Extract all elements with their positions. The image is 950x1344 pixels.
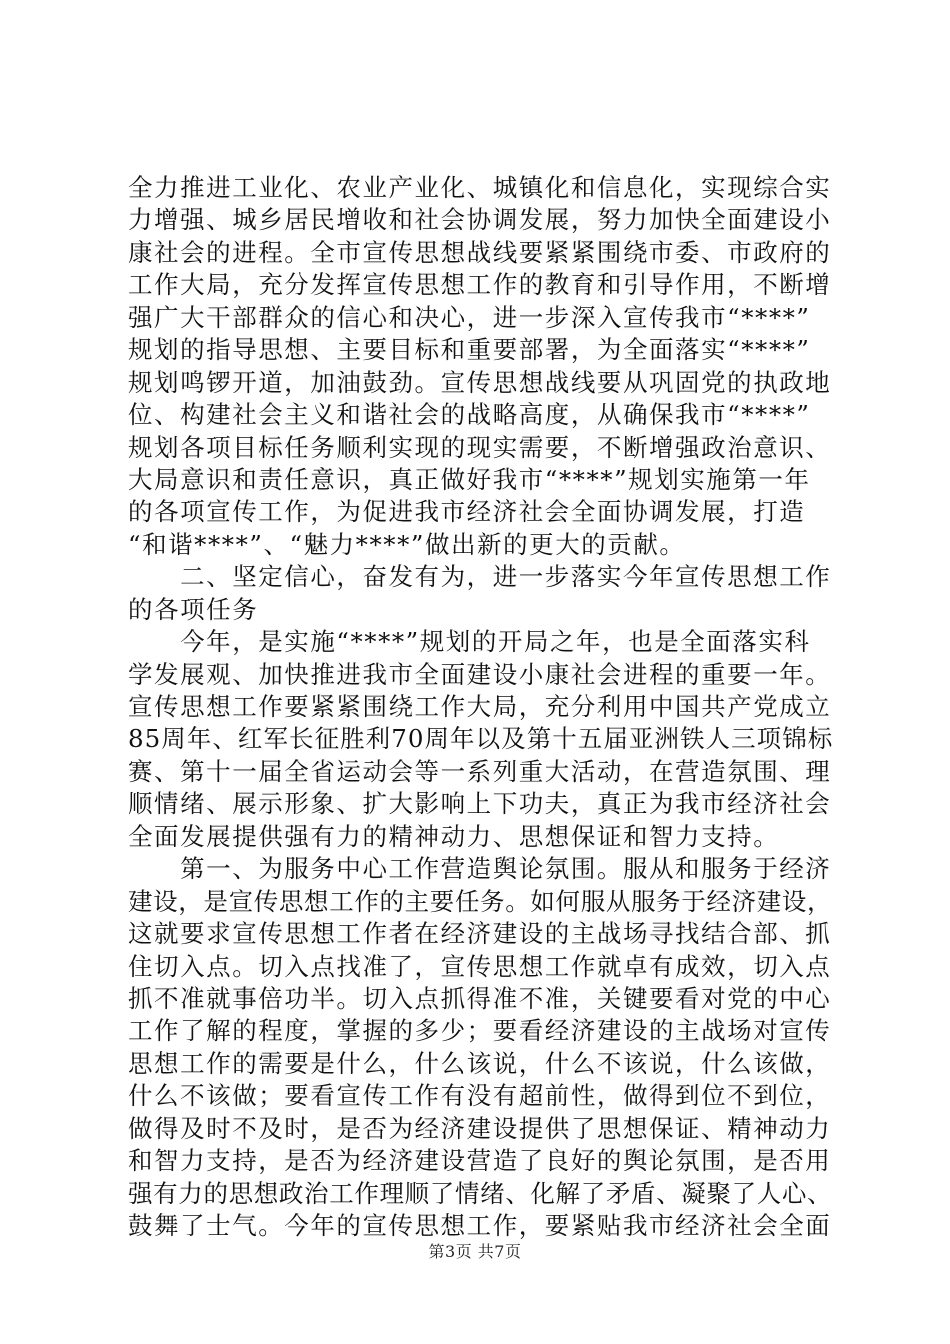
text-line: 力增强、城乡居民增收和社会协调发展，努力加快全面建设小 — [128, 205, 832, 235]
text-line: 这就要求宣传思想工作者在经济建设的主战场寻找结合部、抓 — [128, 919, 832, 949]
text-line: 做得及时不及时，是否为经济建设提供了思想保证、精神动力 — [128, 1113, 832, 1143]
text-line: 学发展观、加快推进我市全面建设小康社会进程的重要一年。 — [128, 659, 832, 689]
text-line: 的各项宣传工作，为促进我市经济社会全面协调发展，打造 — [128, 497, 806, 527]
text-line: 规划各项目标任务顺利实现的现实需要，不断增强政治意识、 — [128, 432, 832, 462]
text-line: 全面发展提供强有力的精神动力、思想保证和智力支持。 — [128, 821, 780, 851]
text-line: 赛、第十一届全省运动会等一系列重大活动，在营造氛围、理 — [128, 756, 832, 786]
text-line: 规划鸣锣开道，加油鼓劲。宣传思想战线要从巩固党的执政地 — [128, 367, 832, 397]
text-line: 的各项任务 — [128, 594, 259, 624]
document-body — [128, 172, 834, 1242]
text-line: “和谐****”、“魅力****”做出新的更大的贡献。 — [128, 529, 686, 559]
text-line: 全力推进工业化、农业产业化、城镇化和信息化，实现综合实 — [128, 173, 832, 202]
text-line: 什么不该做；要看宣传工作有没有超前性，做得到位不到位， — [128, 1081, 832, 1111]
text-line: 85周年、红军长征胜利70周年以及第十五届亚洲铁人三项锦标 — [128, 724, 834, 754]
text-line: 二、坚定信心，奋发有为，进一步落实今年宣传思想工作 — [128, 562, 832, 592]
text-line: 思想工作的需要是什么，什么该说，什么不该说，什么该做， — [128, 1048, 832, 1078]
text-line: 住切入点。切入点找准了，宣传思想工作就卓有成效，切入点 — [128, 951, 832, 981]
text-line: 强有力的思想政治工作理顺了情绪、化解了矛盾、凝聚了人心、 — [128, 1178, 833, 1208]
text-line: 顺情绪、展示形象、扩大影响上下功夫，真正为我市经济社会 — [128, 789, 832, 819]
text-line: 康社会的进程。全市宣传思想战线要紧紧围绕市委、市政府的 — [128, 237, 832, 267]
text-line: 大局意识和责任意识，真正做好我市“****”规划实施第一年 — [128, 464, 811, 494]
text-line: 和智力支持，是否为经济建设营造了良好的舆论氛围，是否用 — [128, 1146, 832, 1176]
text-line: 建设，是宣传思想工作的主要任务。如何服从服务于经济建设， — [128, 886, 833, 916]
text-line: 鼓舞了士气。今年的宣传思想工作，要紧贴我市经济社会全面 — [128, 1211, 832, 1240]
text-line: 抓不准就事倍功半。切入点抓得准不准，关键要看对党的中心 — [128, 983, 832, 1013]
text-line: 工作了解的程度，掌握的多少；要看经济建设的主战场对宣传 — [128, 1016, 832, 1046]
text-line: 规划的指导思想、主要目标和重要部署，为全面落实“****” — [128, 335, 811, 365]
text-line: 今年，是实施“****”规划的开局之年，也是全面落实科 — [128, 627, 811, 657]
text-line: 强广大干部群众的信心和决心，进一步深入宣传我市“****” — [128, 302, 811, 332]
text-line: 第一、为服务中心工作营造舆论氛围。服从和服务于经济 — [128, 854, 832, 884]
text-line: 宣传思想工作要紧紧围绕工作大局，充分利用中国共产党成立 — [128, 692, 832, 721]
text-line: 工作大局，充分发挥宣传思想工作的教育和引导作用，不断增 — [128, 270, 832, 300]
text-line: 位、构建社会主义和谐社会的战略高度，从确保我市“****” — [128, 400, 811, 430]
page-footer: 第3页 共7页 — [428, 1242, 522, 1261]
